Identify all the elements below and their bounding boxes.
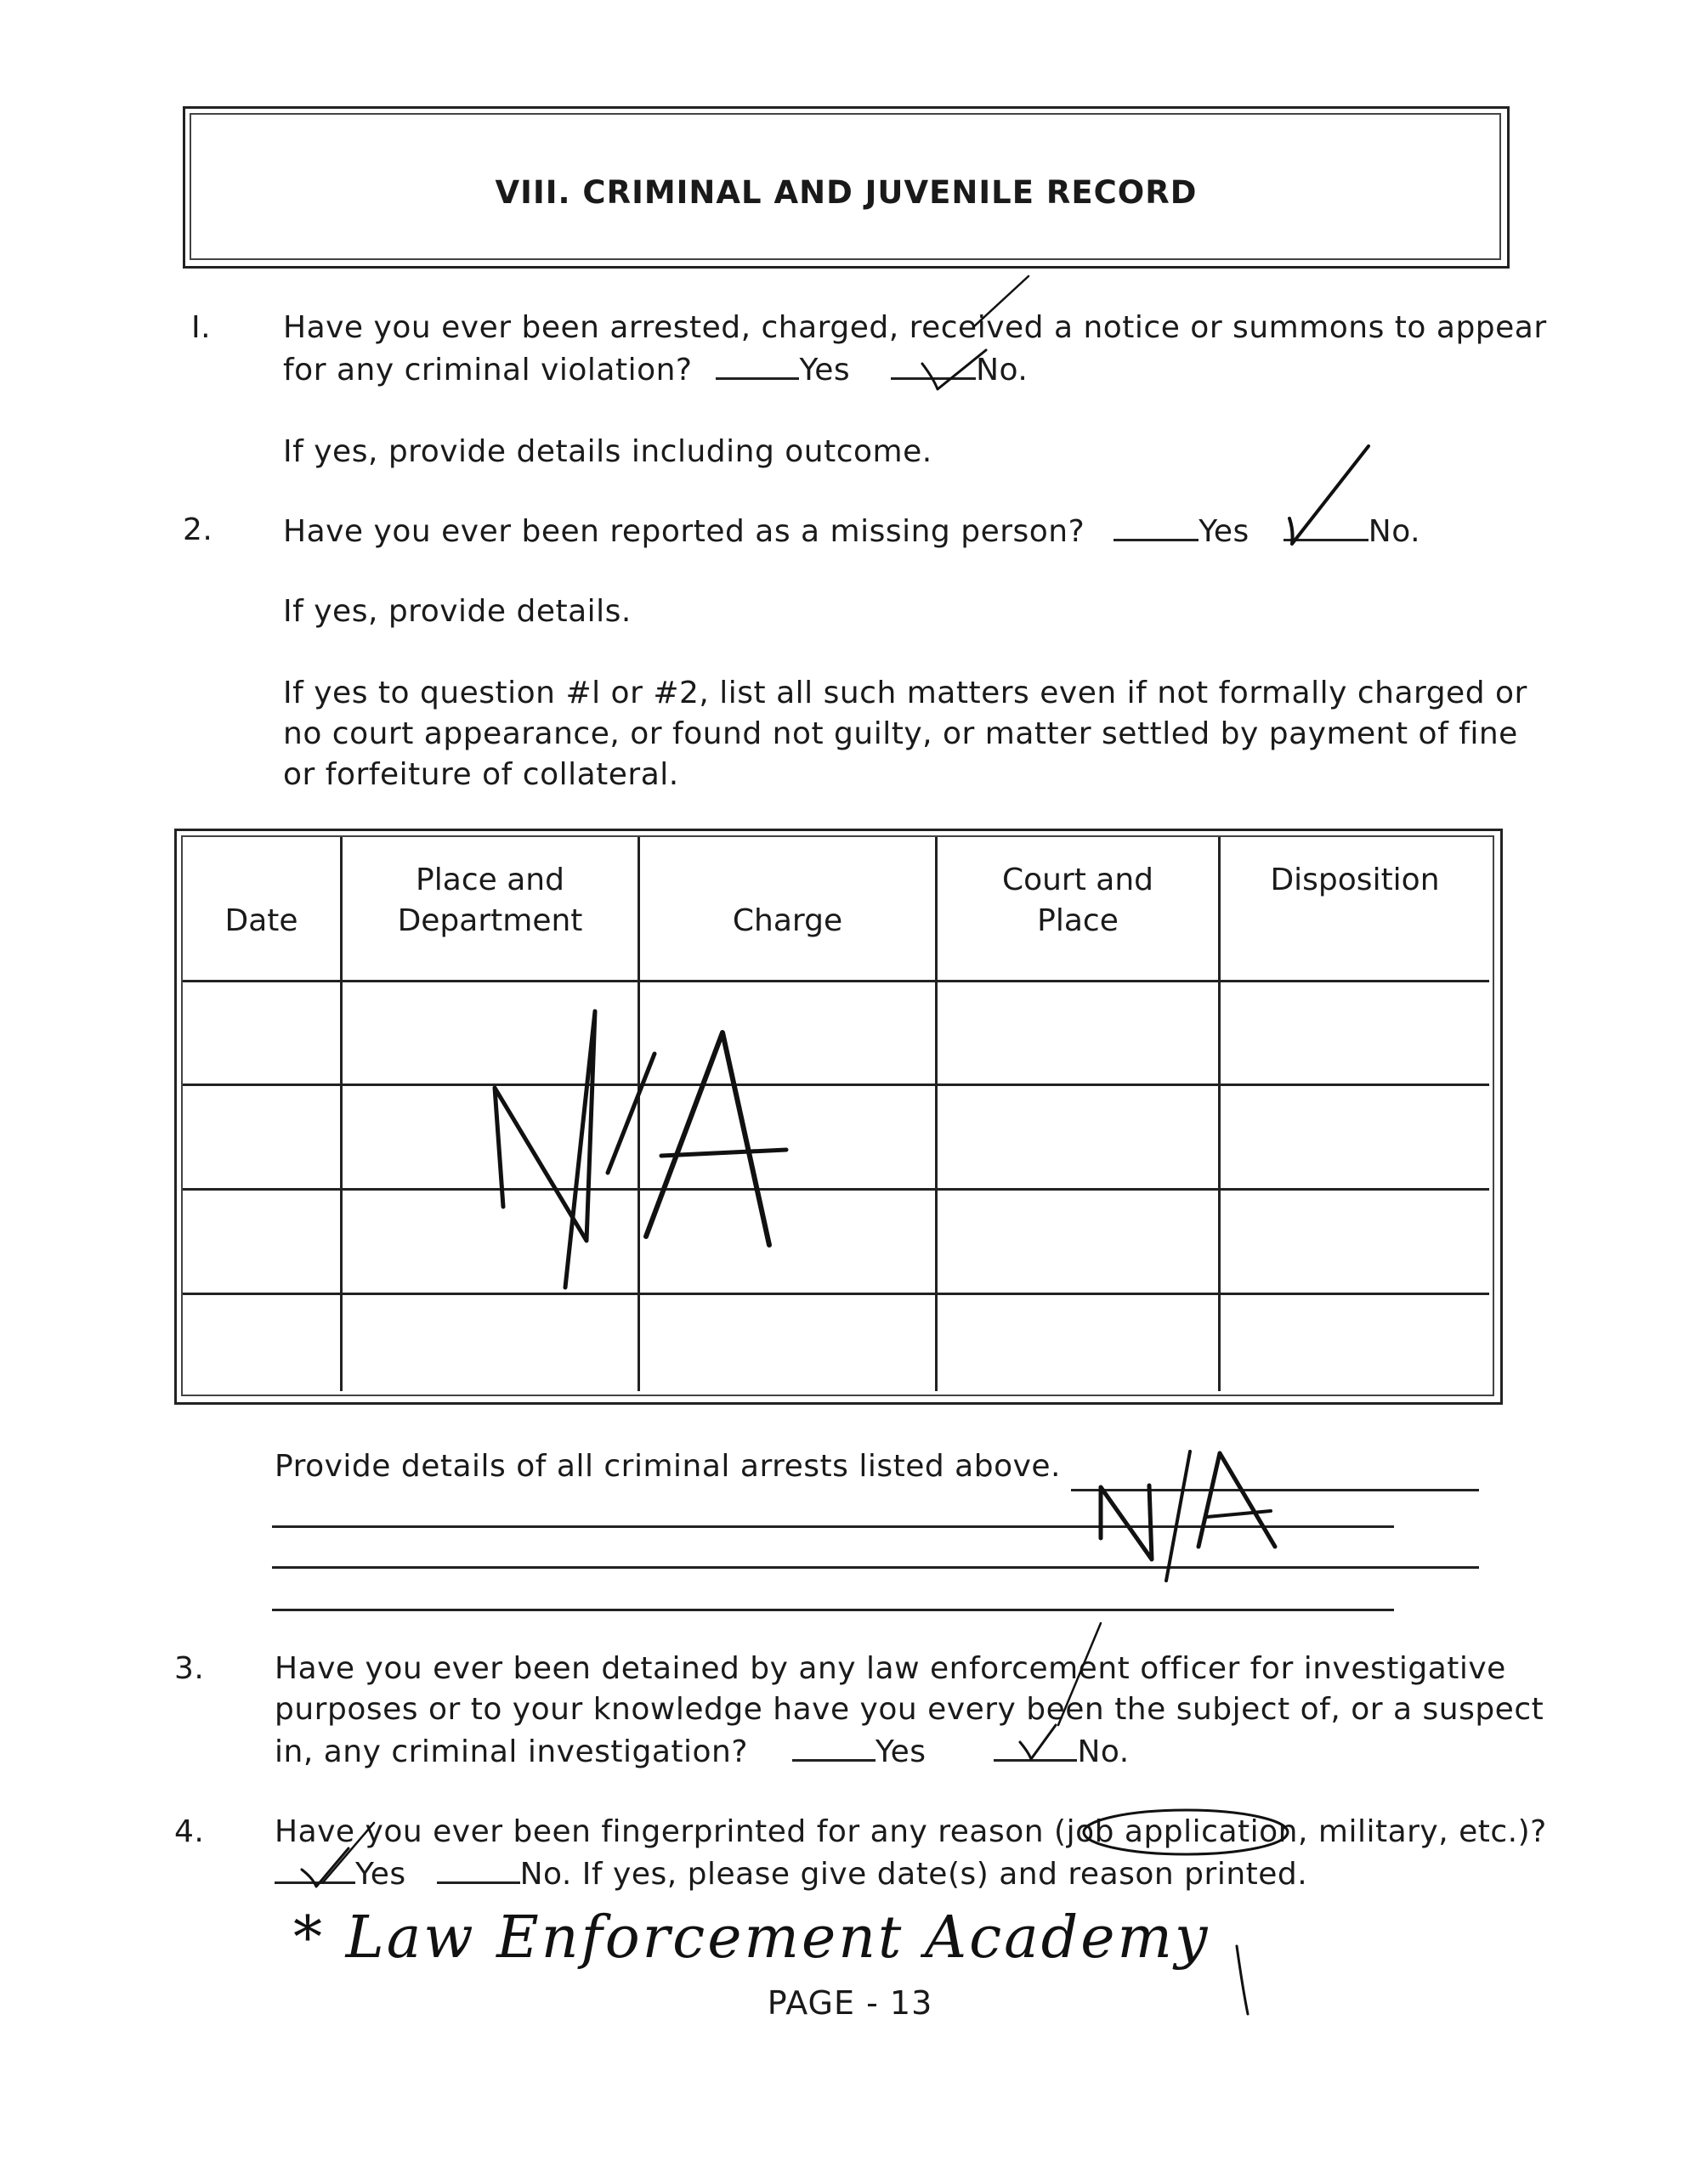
q2-yes-label: Yes [1198, 514, 1250, 549]
col-header-disposition: Disposition [1270, 863, 1440, 897]
q1-text-line2: for any criminal violation? Yes No. [283, 348, 1028, 391]
q4-checkmark-icon [302, 1823, 374, 1887]
instructions-line3: or forfeiture of collateral. [283, 757, 679, 792]
instructions-line2: no court appearance, or found not guilty, or matter settled by payment of fine [283, 716, 1518, 751]
q4-circled-phrase: (job application, [1054, 1814, 1308, 1849]
table-na-handwriting [495, 1011, 786, 1287]
q4-no-rest: No. If yes, please give date(s) and reason printed. [519, 1857, 1308, 1892]
q1-followup: If yes, provide details including outcome. [283, 434, 932, 469]
q3-checkmark-icon [1020, 1623, 1101, 1759]
q3-text-line3: in, any criminal investigation? Yes No. [275, 1730, 1130, 1773]
handwriting-tail-stroke [1237, 1946, 1248, 2014]
col-header-court-line2: Place [1037, 903, 1119, 938]
col-header-court-line1: Court and [1001, 863, 1154, 897]
q3-yes-label: Yes [875, 1734, 926, 1769]
instructions-line1: If yes to question #l or #2, list all such matters even if not formally charged or [283, 676, 1527, 710]
circled-job-application-icon [1084, 1810, 1288, 1854]
q1-yes-label: Yes [799, 353, 851, 388]
q4-yes-label: Yes [355, 1857, 406, 1892]
q4-text-line1: Have you ever been fingerprinted for any reason (job application, military, etc.)? [275, 1814, 1547, 1849]
q4-handwritten-answer: * Law Enforcement Academy [293, 1904, 1210, 1972]
details-na-handwriting [1101, 1451, 1275, 1581]
section-title: VIII. CRIMINAL AND JUVENILE RECORD [495, 174, 1198, 211]
q2-followup: If yes, provide details. [283, 594, 632, 629]
q1-no-label: No. [976, 353, 1028, 388]
q3-text-line2: purposes or to your knowledge have you every been the subject of, or a suspect [275, 1692, 1544, 1727]
q2-text-line1: Have you ever been reported as a missing person? Yes No. [283, 510, 1420, 552]
details-prompt: Provide details of all criminal arrests listed above. [275, 1449, 1061, 1484]
col-header-date: Date [224, 903, 298, 938]
q1-number: I. [191, 310, 212, 345]
page-number: PAGE - 13 [767, 1984, 933, 2022]
q3-text-line1: Have you ever been detained by any law enforcement officer for investigative [275, 1651, 1506, 1686]
q2-no-label: No. [1368, 514, 1421, 549]
col-header-place-line1: Place and [416, 863, 564, 897]
col-header-place-line2: Department [397, 903, 583, 938]
q1-text-line1: Have you ever been arrested, charged, received a notice or summons to appear [283, 310, 1547, 345]
q1-checkmark-icon [922, 276, 1028, 389]
q3-no-label: No. [1077, 1734, 1130, 1769]
q2-number: 2. [183, 512, 213, 547]
col-header-charge: Charge [732, 903, 843, 938]
q4-number: 4. [174, 1814, 205, 1849]
q3-number: 3. [174, 1651, 205, 1686]
q2-checkmark-icon [1289, 446, 1368, 544]
